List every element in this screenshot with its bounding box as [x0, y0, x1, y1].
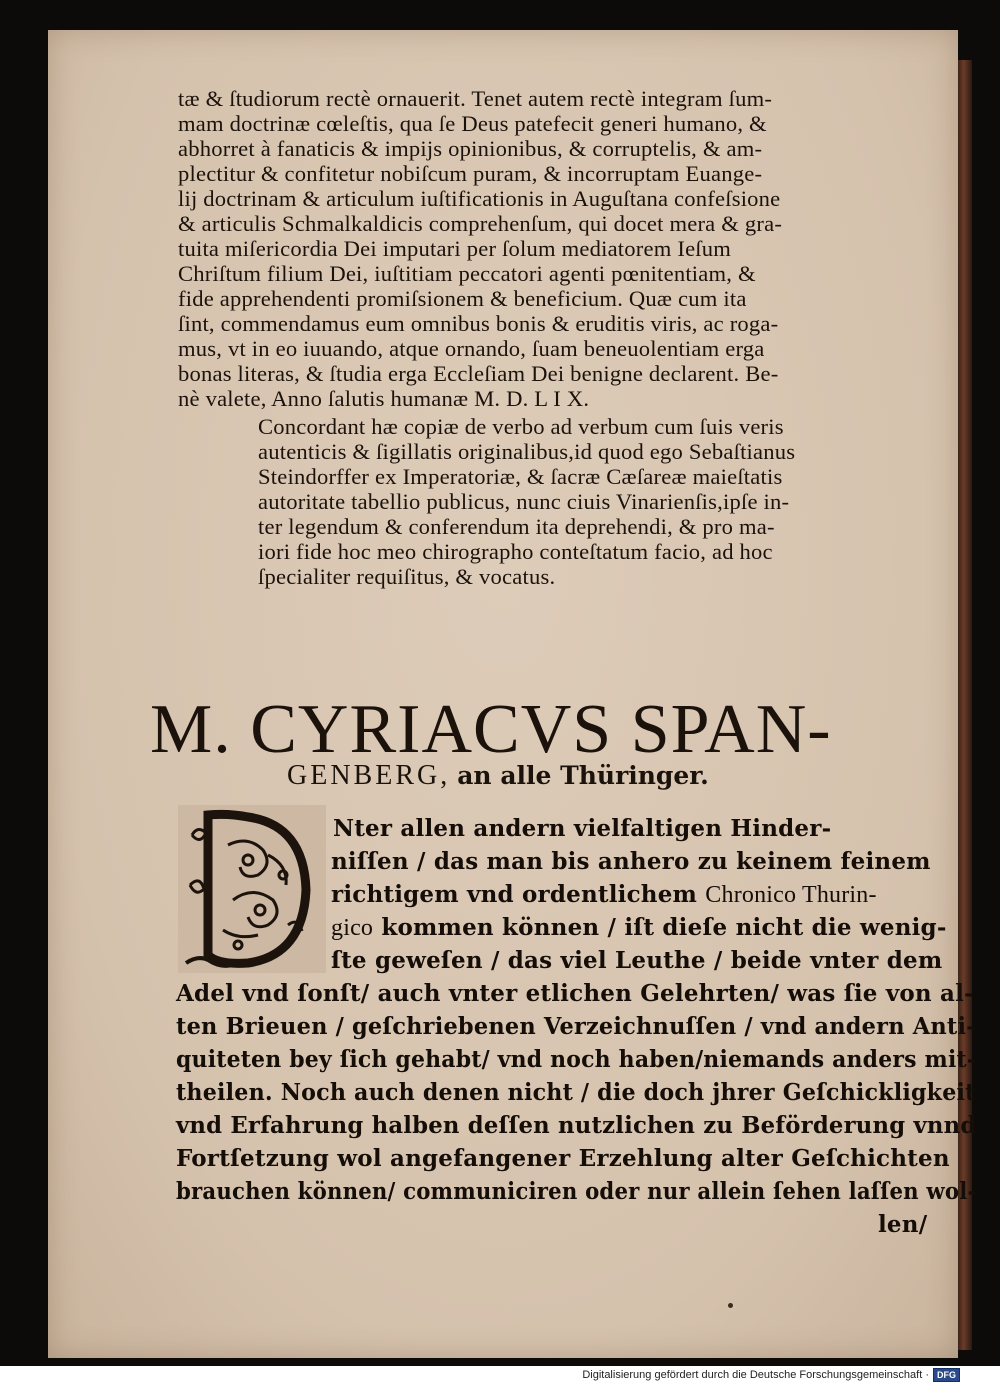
text-line: brauchen können/ communiciren oder nur allein ſehen laſſen wol- [176, 1178, 977, 1205]
section-subheading [287, 760, 709, 792]
text-line: theilen. Noch auch denen nicht / die doch jhrer Geſchickligkeit [176, 1079, 976, 1106]
text-segment: kommen können / iſt dieſe nicht die wenig- [373, 914, 947, 941]
footer-credit-text: Digitalisierung gefördert durch die Deutsche Forschungsgemeinschaft · [582, 1369, 929, 1381]
text-line: mus, vt in eo iuuando, atque ornando, ſuam beneuolentiam erga [178, 336, 765, 361]
dfg-logo-icon: DFG [933, 1368, 960, 1382]
text-line: mam doctrinæ cœleſtis, qua ſe Deus patefecit generi humano, & [178, 111, 767, 136]
text-line: ten Brieuen / geſchriebenen Verzeichnuſſen / vnd andern Anti- [176, 1013, 976, 1040]
section-heading: M. CYRIACVS SPAN- [150, 691, 832, 768]
text-line: nè valete, Anno ſalutis humanæ M. D. L I X. [178, 386, 590, 411]
text-line [331, 848, 931, 875]
footer-credit [582, 1366, 960, 1384]
text-line [331, 914, 947, 942]
text-segment: ſte geweſen / das viel Leuthe / beide vnter dem [331, 947, 943, 974]
text-line: vnd Erfahrung halben deſſen nutzlichen zu Beförderung vnnd [176, 1112, 977, 1139]
text-segment: gico [331, 915, 374, 941]
text-segment: niſſen / das man bis anhero zu keinem feinem [331, 848, 931, 875]
text-line [331, 881, 877, 909]
text-segment: richtigem vnd ordentlichem [331, 881, 706, 908]
text-line: ſint, commendamus eum omnibus bonis & eruditis viris, ac roga- [178, 311, 779, 336]
ink-speck [728, 1303, 733, 1308]
text-line: quiteten bey ſich gehabt/ vnd noch haben/niemands anders mit- [176, 1046, 977, 1073]
text-segment: Chronico Thurin- [705, 882, 877, 908]
text-line: ſpecialiter requiſitus, & vocatus. [258, 564, 556, 589]
text-line [331, 947, 942, 974]
catchword: len/ [878, 1211, 928, 1238]
text-line: tuita miſericordia Dei imputari per ſolum mediatorem Ieſum [178, 236, 732, 261]
book-page [48, 30, 977, 1358]
text-line [333, 815, 831, 842]
text-line: lij doctrinam & articulum iuſtificationis in Auguſtana confeſsione [178, 186, 781, 211]
text-line: Concordant hæ copiæ de verbo ad verbum cum ſuis veris [258, 414, 784, 439]
text-line: fide apprehendenti promiſsionem & beneficium. Quæ cum ita [178, 286, 747, 311]
text-line: ter legendum & conferendum ita deprehendi, & pro ma- [258, 514, 775, 539]
text-line: iori fide hoc meo chirographo conteſtatum facio, ad hoc [258, 539, 773, 564]
text-line: Steindorffer ex Imperatoriæ, & ſacræ Cæſareæ maieſtatis [258, 464, 783, 489]
text-segment: Nter allen andern vielfaltigen Hinder- [333, 815, 832, 842]
text-line: tæ & ſtudiorum rectè ornauerit. Tenet autem rectè integram ſum- [178, 86, 773, 111]
text-line: bonas literas, & ſtudia erga Eccleſiam Dei benigne declarent. Be- [178, 361, 779, 386]
text-line: Chriſtum filium Dei, iuſtitiam peccatori agenti pœnitentiam, & [178, 261, 756, 286]
text-line: abhorret à fanaticis & impijs opinionibus, & corruptelis, & am- [178, 136, 763, 161]
text-line: Fortſetzung wol angefangener Erzehlung alter Geſchichten [176, 1145, 950, 1172]
subheading-name: GENBERG, [287, 760, 451, 791]
text-line: autoritate tabellio publicus, nunc ciuis Vinarienſis,ipſe in- [258, 489, 790, 514]
text-line: Adel vnd ſonſt/ auch vnter etlichen Gelehrten/ was ſie von al- [176, 980, 974, 1007]
decorated-initial-icon [178, 805, 326, 973]
text-line: & articulis Schmalkaldicis comprehenſum, qui docet mera & gra- [178, 211, 783, 236]
subheading-address: an alle Thüringer. [457, 761, 709, 790]
text-line: autenticis & ſigillatis originalibus,id quod ego Sebaſtianus [258, 439, 796, 464]
text-line: plectitur & confitetur nobiſcum puram, & incorruptam Euange- [178, 161, 763, 186]
